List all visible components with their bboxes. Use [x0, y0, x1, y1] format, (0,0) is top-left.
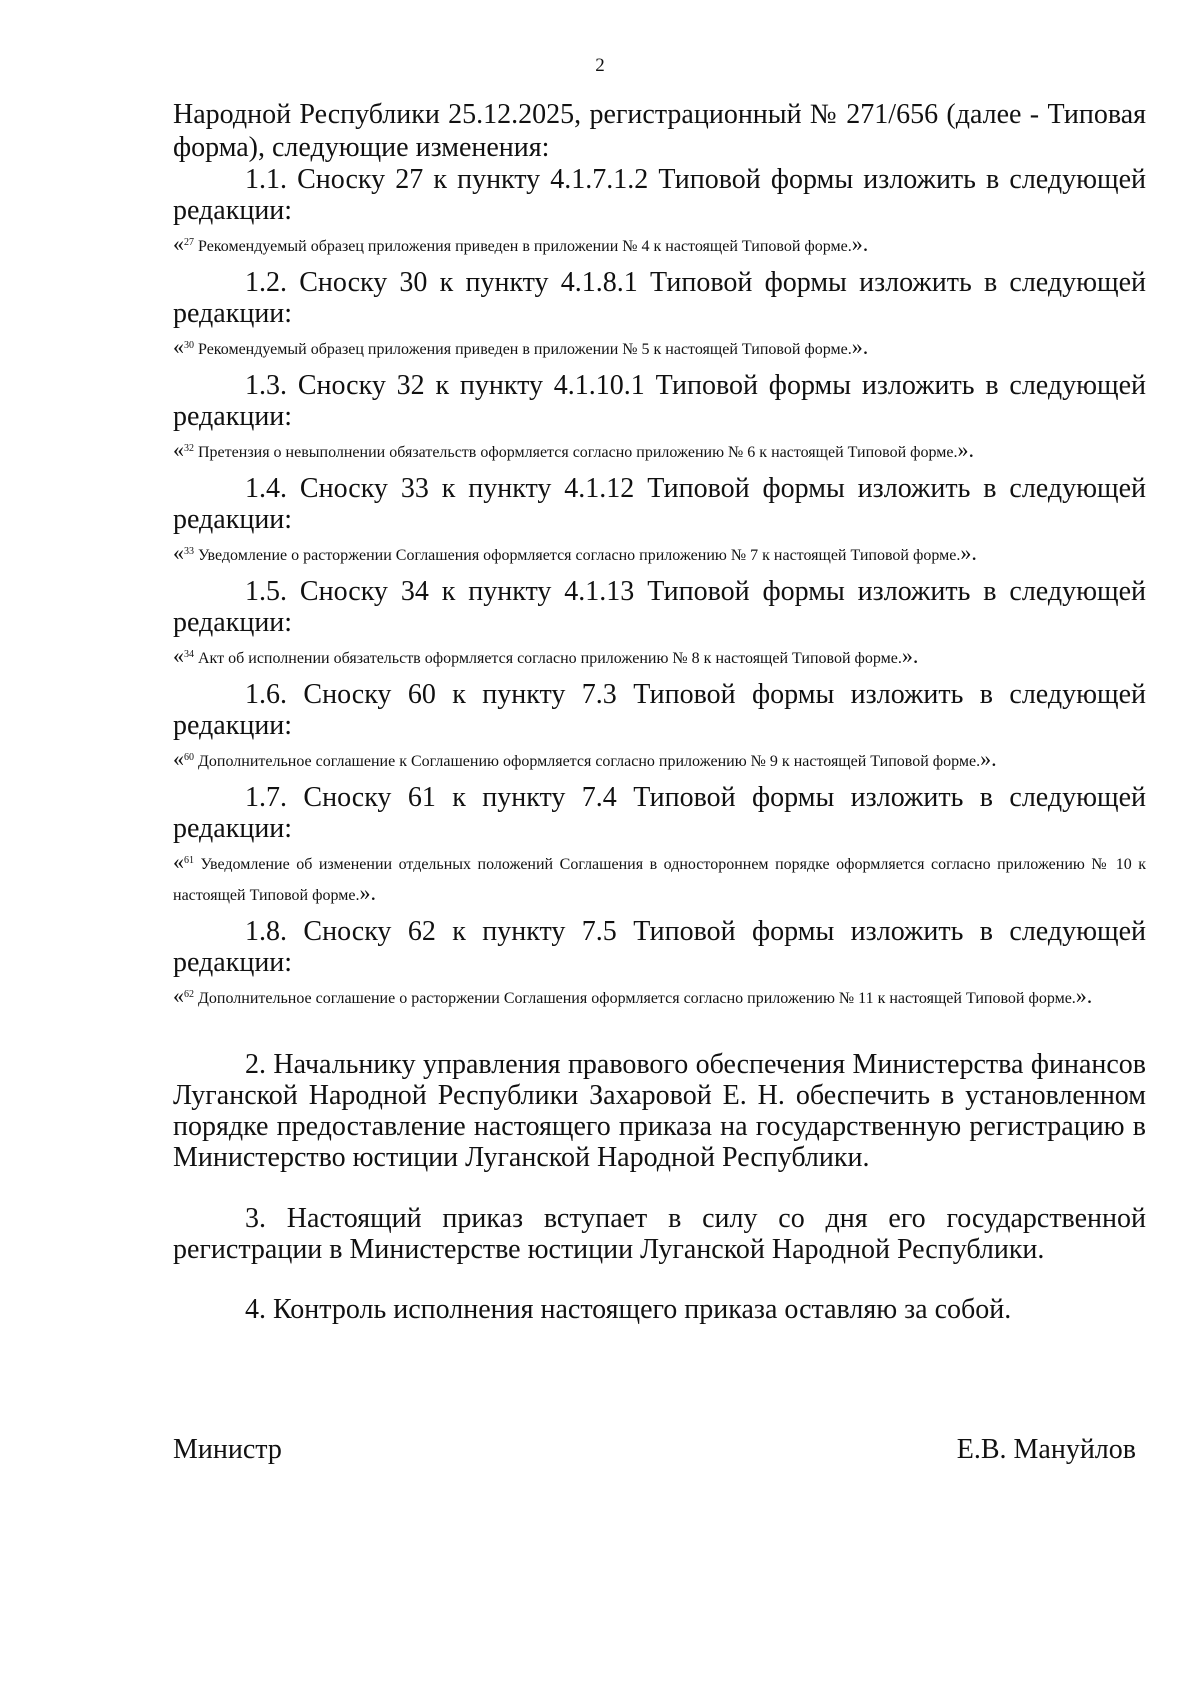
- amendment-heading: 1.4. Сноску 33 к пункту 4.1.12 Типовой формы изложить в следующей: [245, 473, 1146, 504]
- amendment-item: [173, 164, 1146, 261]
- quote-close: ».: [851, 231, 869, 256]
- footnote-text: [173, 333, 1146, 364]
- quote-open: «: [173, 643, 184, 668]
- footnote-number: 62: [184, 989, 194, 1000]
- quote-close: ».: [359, 880, 376, 905]
- footnote-text: [173, 539, 1146, 570]
- quote-open: «: [173, 849, 184, 874]
- footnote-number: 61: [184, 855, 194, 866]
- footnote-number: 60: [184, 752, 194, 763]
- amendment-heading-tail: редакции:: [173, 401, 293, 432]
- signatory-name: Е.В. Мануйлов: [956, 1434, 1136, 1465]
- signature-block: [173, 1434, 1136, 1466]
- quote-open: «: [173, 231, 184, 256]
- footnote-body: Акт об исполнении обязательств оформляется согласно приложению № 8 к настоящей Типовой форме.: [194, 650, 902, 667]
- quote-close: ».: [957, 437, 975, 462]
- amendment-heading: 1.8. Сноску 62 к пункту 7.5 Типовой формы изложить в следующей: [245, 916, 1146, 947]
- footnote-text: [173, 745, 1146, 776]
- footnote-text: [173, 848, 1146, 910]
- quote-close: ».: [851, 334, 869, 359]
- footnote-text: [173, 436, 1146, 467]
- amendment-heading-tail: редакции:: [173, 607, 293, 638]
- quote-close: ».: [960, 540, 977, 565]
- quote-close: ».: [901, 643, 919, 668]
- quote-open: «: [173, 334, 184, 359]
- paragraph-4: 4. Контроль исполнения настоящего приказа оставляю за собой.: [245, 1294, 1012, 1325]
- amendment-item: [173, 473, 1146, 570]
- amendment-item: [173, 916, 1146, 1013]
- footnote-number: 34: [184, 649, 194, 660]
- footnote-text: [173, 982, 1146, 1013]
- amendment-heading-tail: редакции:: [173, 813, 293, 844]
- page-number: 2: [595, 55, 605, 76]
- amendment-item: [173, 370, 1146, 467]
- quote-open: «: [173, 983, 184, 1008]
- amendment-heading-tail: редакции:: [173, 710, 293, 741]
- quote-open: «: [173, 540, 184, 565]
- amendment-item: [173, 782, 1146, 910]
- amendment-heading: 1.2. Сноску 30 к пункту 4.1.8.1 Типовой формы изложить в следующей: [245, 267, 1146, 298]
- amendment-heading-tail: редакции:: [173, 298, 293, 329]
- footnote-text: [173, 642, 1146, 673]
- amendment-list: [173, 164, 1146, 1013]
- amendment-heading-tail: редакции:: [173, 504, 293, 535]
- signatory-position: Министр: [173, 1434, 282, 1465]
- footnote-text: [173, 230, 1146, 261]
- amendment-heading: 1.3. Сноску 32 к пункту 4.1.10.1 Типовой формы изложить в следующей: [245, 370, 1146, 401]
- amendment-item: [173, 267, 1146, 364]
- amendment-heading: 1.7. Сноску 61 к пункту 7.4 Типовой формы изложить в следующей: [245, 782, 1146, 813]
- footnote-body: Претензия о невыполнении обязательств оформляется согласно приложению № 6 к настоящей Типовой форме.: [194, 444, 958, 461]
- footnote-number: 30: [184, 340, 194, 351]
- footnote-body: Дополнительное соглашение к Соглашению оформляется согласно приложению № 9 к настоящей Типовой форме.: [194, 753, 981, 770]
- quote-close: ».: [980, 746, 997, 771]
- intro-line-2: форма), следующие изменения:: [173, 132, 550, 163]
- amendment-heading: 1.1. Сноску 27 к пункту 4.1.7.1.2 Типовой формы изложить в следующей: [245, 164, 1146, 195]
- amendment-heading-tail: редакции:: [173, 195, 293, 226]
- quote-close: ».: [1075, 983, 1093, 1008]
- quote-open: «: [173, 437, 184, 462]
- amendment-heading-tail: редакции:: [173, 947, 293, 978]
- intro-line-1: Народной Республики 25.12.2025, регистрационный № 271/656 (далее - Типовая: [173, 99, 1146, 130]
- amendment-item: [173, 576, 1146, 673]
- paragraph-2: 2. Начальнику управления правового обеспечения Министерства финансов Луганской Народной Республики Захаровой Е. Н. обеспечить в установленном порядке предоставление настоящего приказа на государственную регистрацию в Министерство юстиции Луганской Народной Республики.: [173, 1049, 1146, 1173]
- footnote-body: Уведомление о расторжении Соглашения оформляется согласно приложению № 7 к настоящей Типовой форме.: [194, 547, 961, 564]
- paragraph-3: 3. Настоящий приказ вступает в силу со дня его государственной регистрации в Министерстве юстиции Луганской Народной Республики.: [173, 1203, 1146, 1265]
- amendment-heading: 1.5. Сноску 34 к пункту 4.1.13 Типовой формы изложить в следующей: [245, 576, 1146, 607]
- footnote-number: 32: [184, 443, 194, 454]
- amendment-heading: 1.6. Сноску 60 к пункту 7.3 Типовой формы изложить в следующей: [245, 679, 1146, 710]
- footnote-body: Уведомление об изменении отдельных положений Соглашения в одностороннем порядке оформляется согласно приложению № 10 к настоящей Типовой форме.: [173, 856, 1146, 904]
- footnote-body: Рекомендуемый образец приложения приведен в приложении № 4 к настоящей Типовой форме.: [194, 238, 852, 255]
- document-body: [173, 98, 1146, 1326]
- footnote-body: Дополнительное соглашение о расторжении Соглашения оформляется согласно приложению № 11 к настоящей Типовой форме.: [194, 990, 1076, 1007]
- amendment-item: [173, 679, 1146, 776]
- footnote-body: Рекомендуемый образец приложения приведен в приложении № 5 к настоящей Типовой форме.: [194, 341, 852, 358]
- footnote-number: 33: [184, 546, 194, 557]
- footnote-number: 27: [184, 237, 194, 248]
- quote-open: «: [173, 746, 184, 771]
